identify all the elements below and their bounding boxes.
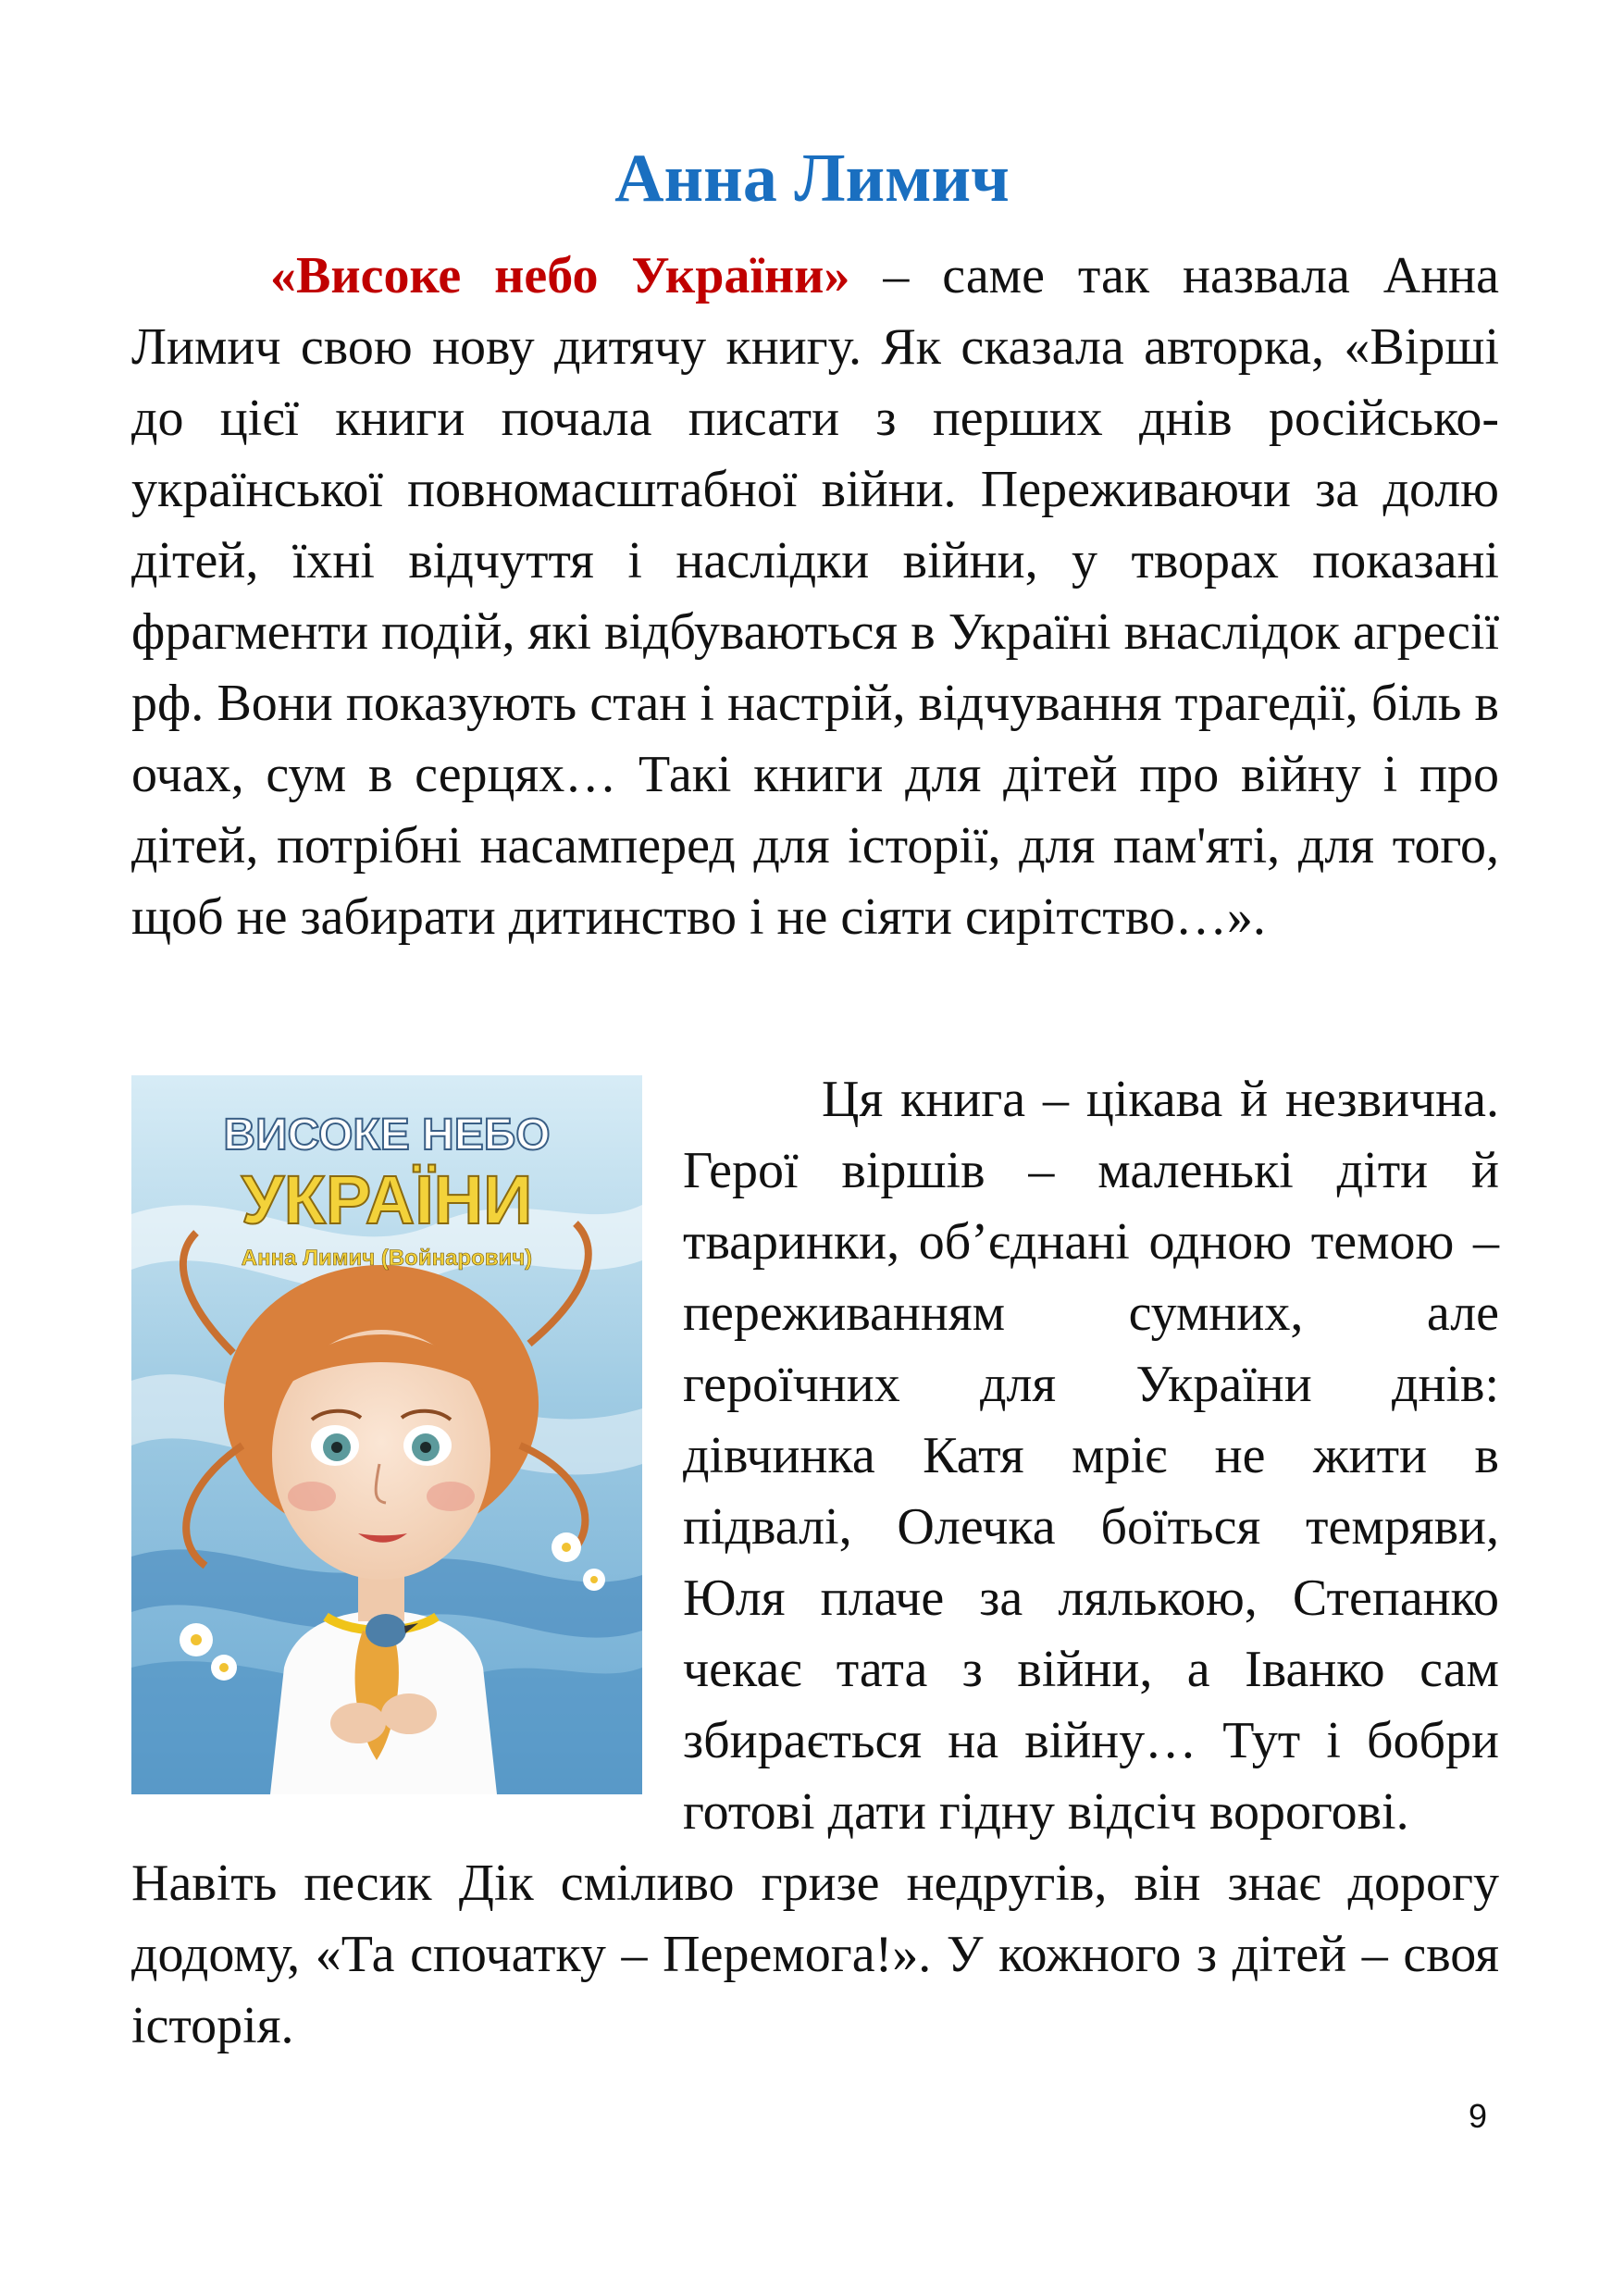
book-cover-illustration xyxy=(131,1075,642,1794)
cover-title-line1: ВИСОКЕ НЕБО xyxy=(223,1110,551,1160)
side-paragraph-block xyxy=(683,1064,1499,1848)
continuation-paragraph-block xyxy=(131,1848,1499,2062)
side-paragraph: Ця книга – цікава й незвична. Герої віршів – маленькі діти й тваринки, об’єднані одною темою – переживанням сумних, але героїчних для України днів: дівчинка Катя мріє не жити в підвалі, Олечка боїться темряви, Юля плаче за лялькою, Степанко чекає тата з війни, а Іванко сам збирається на війну… Тут і бобри готові дати гідну відсіч ворогові. xyxy=(683,1071,1499,1841)
book-cover-image xyxy=(131,1075,642,1794)
intro-paragraph xyxy=(131,241,1499,953)
page-number: 9 xyxy=(1468,2097,1487,2135)
cover-author: Анна Лимич (Войнарович) xyxy=(241,1246,533,1271)
continuation-paragraph: Навіть песик Дік сміливо гризе недругів, він знає дорогу додому, «Та спочатку – Перемога!». У кожного з дітей – своя історія. xyxy=(131,1855,1499,2054)
book-title-quote: «Високе небо України» xyxy=(270,247,850,304)
page-title: Анна Лимич xyxy=(614,141,1010,217)
cover-title-line2: УКРАЇНИ xyxy=(241,1161,533,1238)
intro-text: – саме так назвала Анна Лимич свою нову дитячу книгу. Як сказала авторка, «Вірші до цієї книги почала писати з перших днів російсько-української повномасштабної війни. Переживаючи за долю дітей, їхні відчуття і наслідки війни, у творах показані фрагменти подій, які відбуваються в Україні внаслідок агресії рф. Вони показують стан і настрій, відчування трагедії, біль в очах, сум в серцях… Такі книги для дітей про війну і про дітей, потрібні насамперед для історії, для пам'яті, для того, щоб не забирати дитинство і не сіяти сирітство…». xyxy=(131,247,1499,946)
intro-paragraph-block xyxy=(131,241,1499,953)
cover-girl-face xyxy=(272,1330,490,1580)
